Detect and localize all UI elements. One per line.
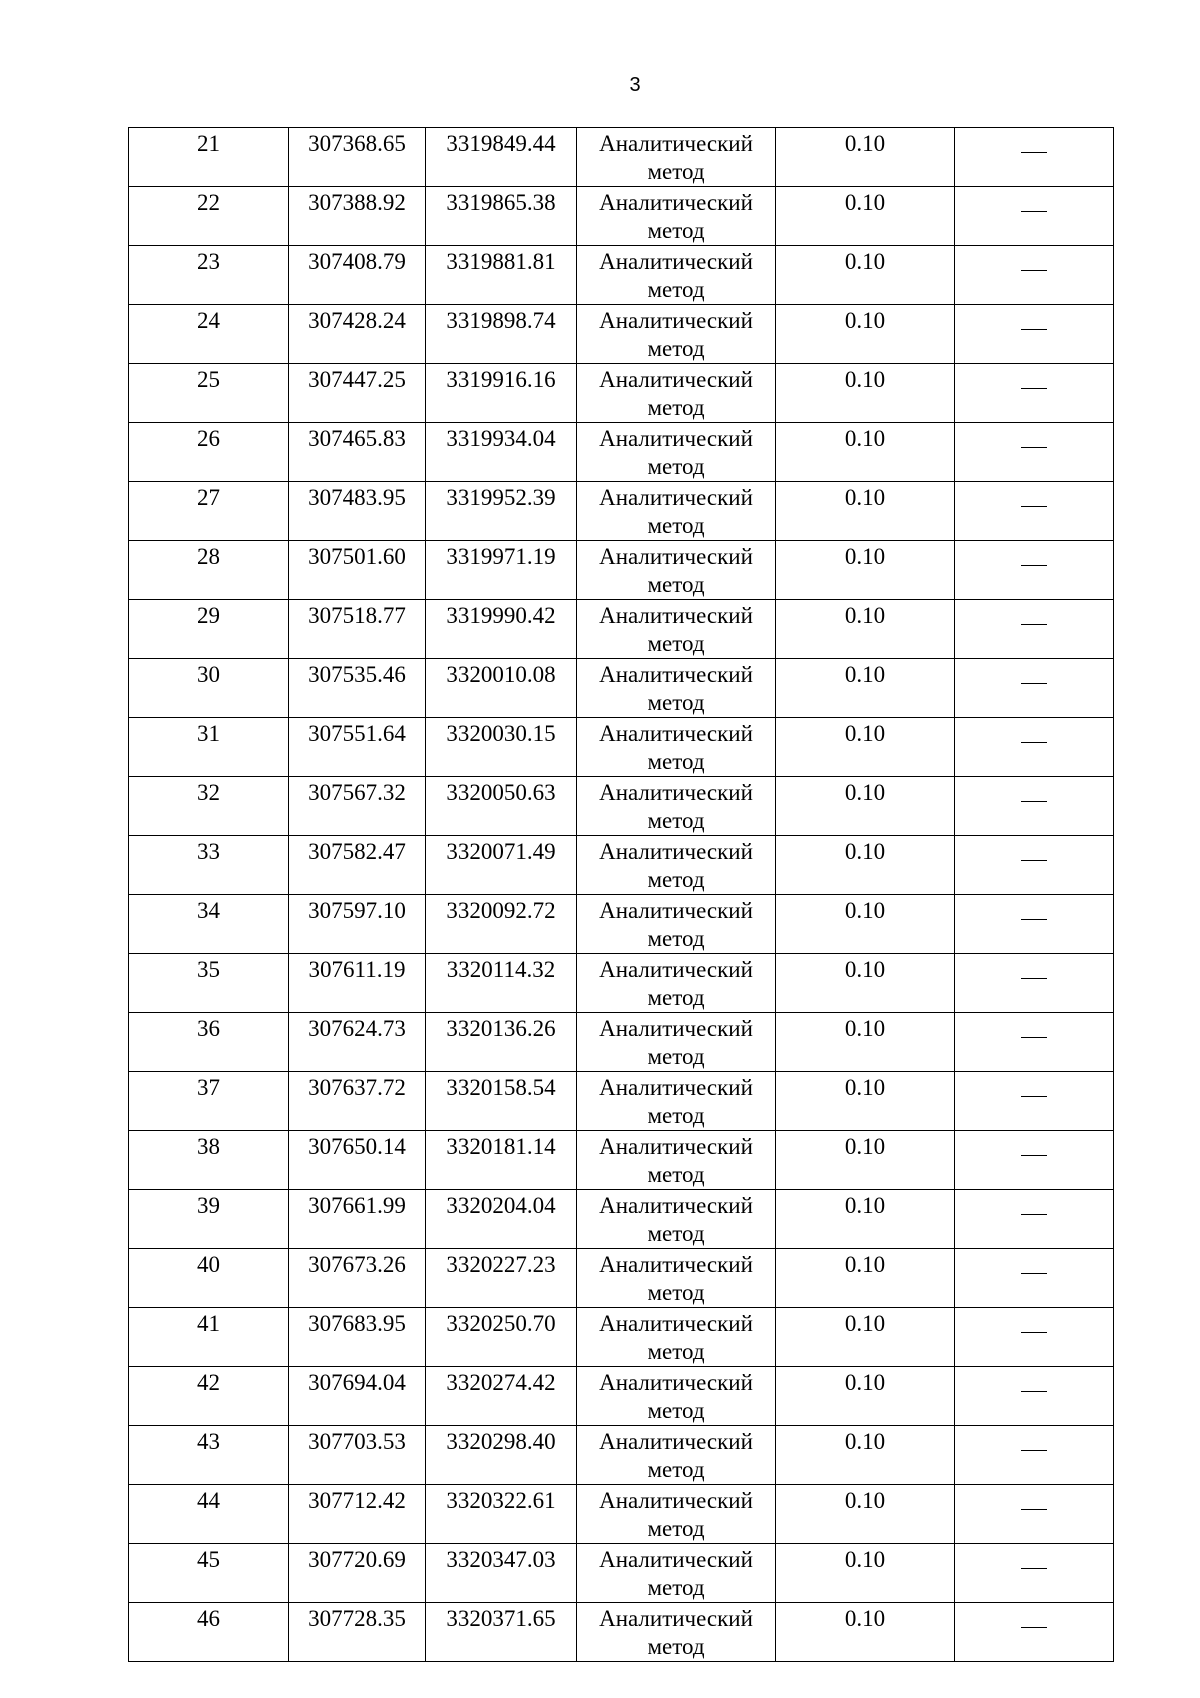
dash-mark [1021, 152, 1047, 153]
accuracy-cell: 0.10 [776, 1603, 955, 1662]
method-cell [577, 1485, 776, 1544]
y-coordinate-cell: 3320227.23 [426, 1249, 577, 1308]
method-label-line2: метод [647, 513, 705, 538]
method-cell [577, 541, 776, 600]
x-coordinate-cell: 307673.26 [289, 1249, 426, 1308]
method-label-line2: метод [647, 572, 705, 597]
method-label-line1: Аналитический [599, 603, 753, 628]
table-row [129, 1308, 1114, 1367]
point-number-cell: 22 [129, 187, 289, 246]
method-label-line2: метод [647, 1634, 705, 1659]
method-label-line2: метод [647, 277, 705, 302]
dash-mark [1021, 1155, 1047, 1156]
table-row [129, 1249, 1114, 1308]
y-coordinate-cell: 3320347.03 [426, 1544, 577, 1603]
point-number-cell: 27 [129, 482, 289, 541]
y-coordinate-cell: 3319898.74 [426, 305, 577, 364]
method-cell [577, 600, 776, 659]
y-coordinate-cell: 3319971.19 [426, 541, 577, 600]
accuracy-cell: 0.10 [776, 1190, 955, 1249]
point-number-cell: 43 [129, 1426, 289, 1485]
method-cell [577, 305, 776, 364]
x-coordinate-cell: 307728.35 [289, 1603, 426, 1662]
accuracy-cell: 0.10 [776, 954, 955, 1013]
point-number-cell: 36 [129, 1013, 289, 1072]
method-label-line1: Аналитический [599, 1134, 753, 1159]
x-coordinate-cell: 307597.10 [289, 895, 426, 954]
method-label-line2: метод [647, 218, 705, 243]
table-row [129, 895, 1114, 954]
empty-value-cell [955, 1013, 1114, 1072]
page-number: 3 [629, 74, 641, 96]
dash-mark [1021, 1037, 1047, 1038]
x-coordinate-cell: 307465.83 [289, 423, 426, 482]
empty-value-cell [955, 1603, 1114, 1662]
point-number-cell: 46 [129, 1603, 289, 1662]
method-cell [577, 954, 776, 1013]
method-cell [577, 718, 776, 777]
point-number-cell: 37 [129, 1072, 289, 1131]
method-label-line1: Аналитический [599, 367, 753, 392]
table-row [129, 128, 1114, 187]
empty-value-cell [955, 600, 1114, 659]
dash-mark [1021, 388, 1047, 389]
table-row [129, 718, 1114, 777]
table-row [129, 364, 1114, 423]
y-coordinate-cell: 3319881.81 [426, 246, 577, 305]
method-label-line2: метод [647, 1575, 705, 1600]
accuracy-cell: 0.10 [776, 1013, 955, 1072]
method-label-line1: Аналитический [599, 426, 753, 451]
table-row [129, 1485, 1114, 1544]
dash-mark [1021, 742, 1047, 743]
table-row [129, 1544, 1114, 1603]
empty-value-cell [955, 187, 1114, 246]
method-label-line2: метод [647, 1516, 705, 1541]
table-body [129, 128, 1114, 1662]
dash-mark [1021, 506, 1047, 507]
method-label-line2: метод [647, 454, 705, 479]
dash-mark [1021, 801, 1047, 802]
dash-mark [1021, 624, 1047, 625]
table-row [129, 305, 1114, 364]
y-coordinate-cell: 3320298.40 [426, 1426, 577, 1485]
method-label-line1: Аналитический [599, 1193, 753, 1218]
table-row [129, 541, 1114, 600]
method-label-line2: метод [647, 159, 705, 184]
point-number-cell: 21 [129, 128, 289, 187]
x-coordinate-cell: 307428.24 [289, 305, 426, 364]
point-number-cell: 42 [129, 1367, 289, 1426]
x-coordinate-cell: 307483.95 [289, 482, 426, 541]
x-coordinate-cell: 307501.60 [289, 541, 426, 600]
table-row [129, 187, 1114, 246]
empty-value-cell [955, 1072, 1114, 1131]
table-row [129, 1426, 1114, 1485]
method-label-line2: метод [647, 395, 705, 420]
method-label-line2: метод [647, 1221, 705, 1246]
method-label-line2: метод [647, 1044, 705, 1069]
y-coordinate-cell: 3319990.42 [426, 600, 577, 659]
y-coordinate-cell: 3320030.15 [426, 718, 577, 777]
dash-mark [1021, 860, 1047, 861]
point-number-cell: 24 [129, 305, 289, 364]
table-row [129, 836, 1114, 895]
table-row [129, 1013, 1114, 1072]
empty-value-cell [955, 659, 1114, 718]
dash-mark [1021, 919, 1047, 920]
point-number-cell: 39 [129, 1190, 289, 1249]
method-label-line2: метод [647, 1457, 705, 1482]
y-coordinate-cell: 3319916.16 [426, 364, 577, 423]
y-coordinate-cell: 3320371.65 [426, 1603, 577, 1662]
accuracy-cell: 0.10 [776, 777, 955, 836]
y-coordinate-cell: 3320136.26 [426, 1013, 577, 1072]
table-row [129, 600, 1114, 659]
empty-value-cell [955, 895, 1114, 954]
point-number-cell: 35 [129, 954, 289, 1013]
x-coordinate-cell: 307408.79 [289, 246, 426, 305]
point-number-cell: 28 [129, 541, 289, 600]
point-number-cell: 34 [129, 895, 289, 954]
dash-mark [1021, 270, 1047, 271]
method-cell [577, 246, 776, 305]
y-coordinate-cell: 3319952.39 [426, 482, 577, 541]
point-number-cell: 32 [129, 777, 289, 836]
method-cell [577, 1190, 776, 1249]
x-coordinate-cell: 307551.64 [289, 718, 426, 777]
method-label-line1: Аналитический [599, 1311, 753, 1336]
x-coordinate-cell: 307388.92 [289, 187, 426, 246]
dash-mark [1021, 211, 1047, 212]
method-label-line1: Аналитический [599, 131, 753, 156]
y-coordinate-cell: 3320050.63 [426, 777, 577, 836]
empty-value-cell [955, 482, 1114, 541]
y-coordinate-cell: 3320322.61 [426, 1485, 577, 1544]
coordinates-table [128, 127, 1114, 1662]
x-coordinate-cell: 307582.47 [289, 836, 426, 895]
method-label-line1: Аналитический [599, 957, 753, 982]
method-cell [577, 895, 776, 954]
table-row [129, 1131, 1114, 1190]
method-cell [577, 1426, 776, 1485]
x-coordinate-cell: 307650.14 [289, 1131, 426, 1190]
accuracy-cell: 0.10 [776, 836, 955, 895]
method-label-line2: метод [647, 926, 705, 951]
method-cell [577, 1249, 776, 1308]
accuracy-cell: 0.10 [776, 1367, 955, 1426]
empty-value-cell [955, 1190, 1114, 1249]
accuracy-cell: 0.10 [776, 541, 955, 600]
empty-value-cell [955, 541, 1114, 600]
x-coordinate-cell: 307567.32 [289, 777, 426, 836]
y-coordinate-cell: 3319934.04 [426, 423, 577, 482]
empty-value-cell [955, 1485, 1114, 1544]
x-coordinate-cell: 307637.72 [289, 1072, 426, 1131]
x-coordinate-cell: 307712.42 [289, 1485, 426, 1544]
y-coordinate-cell: 3320181.14 [426, 1131, 577, 1190]
empty-value-cell [955, 836, 1114, 895]
point-number-cell: 26 [129, 423, 289, 482]
accuracy-cell: 0.10 [776, 659, 955, 718]
y-coordinate-cell: 3319849.44 [426, 128, 577, 187]
empty-value-cell [955, 246, 1114, 305]
accuracy-cell: 0.10 [776, 246, 955, 305]
accuracy-cell: 0.10 [776, 305, 955, 364]
accuracy-cell: 0.10 [776, 718, 955, 777]
point-number-cell: 45 [129, 1544, 289, 1603]
y-coordinate-cell: 3319865.38 [426, 187, 577, 246]
empty-value-cell [955, 1426, 1114, 1485]
x-coordinate-cell: 307661.99 [289, 1190, 426, 1249]
dash-mark [1021, 1391, 1047, 1392]
method-cell [577, 128, 776, 187]
dash-mark [1021, 329, 1047, 330]
table-row [129, 246, 1114, 305]
table-row [129, 777, 1114, 836]
dash-mark [1021, 1509, 1047, 1510]
method-label-line2: метод [647, 749, 705, 774]
accuracy-cell: 0.10 [776, 1544, 955, 1603]
x-coordinate-cell: 307518.77 [289, 600, 426, 659]
point-number-cell: 30 [129, 659, 289, 718]
table-row [129, 659, 1114, 718]
accuracy-cell: 0.10 [776, 1426, 955, 1485]
y-coordinate-cell: 3320010.08 [426, 659, 577, 718]
table-row [129, 1190, 1114, 1249]
accuracy-cell: 0.10 [776, 423, 955, 482]
y-coordinate-cell: 3320274.42 [426, 1367, 577, 1426]
method-label-line2: метод [647, 867, 705, 892]
method-label-line1: Аналитический [599, 308, 753, 333]
dash-mark [1021, 1096, 1047, 1097]
method-label-line1: Аналитический [599, 190, 753, 215]
empty-value-cell [955, 1131, 1114, 1190]
empty-value-cell [955, 718, 1114, 777]
method-label-line1: Аналитический [599, 1075, 753, 1100]
y-coordinate-cell: 3320092.72 [426, 895, 577, 954]
method-label-line2: метод [647, 985, 705, 1010]
x-coordinate-cell: 307703.53 [289, 1426, 426, 1485]
empty-value-cell [955, 954, 1114, 1013]
method-label-line2: метод [647, 1398, 705, 1423]
dash-mark [1021, 1627, 1047, 1628]
method-label-line2: метод [647, 1339, 705, 1364]
method-label-line1: Аналитический [599, 780, 753, 805]
empty-value-cell [955, 1367, 1114, 1426]
x-coordinate-cell: 307611.19 [289, 954, 426, 1013]
method-label-line1: Аналитический [599, 898, 753, 923]
accuracy-cell: 0.10 [776, 128, 955, 187]
table-row [129, 423, 1114, 482]
point-number-cell: 40 [129, 1249, 289, 1308]
method-label-line2: метод [647, 690, 705, 715]
method-label-line2: метод [647, 336, 705, 361]
method-cell [577, 659, 776, 718]
point-number-cell: 41 [129, 1308, 289, 1367]
empty-value-cell [955, 423, 1114, 482]
dash-mark [1021, 1273, 1047, 1274]
point-number-cell: 31 [129, 718, 289, 777]
method-cell [577, 1544, 776, 1603]
method-label-line1: Аналитический [599, 839, 753, 864]
accuracy-cell: 0.10 [776, 895, 955, 954]
method-label-line1: Аналитический [599, 1547, 753, 1572]
method-label-line2: метод [647, 1103, 705, 1128]
dash-mark [1021, 1450, 1047, 1451]
empty-value-cell [955, 128, 1114, 187]
method-label-line1: Аналитический [599, 1252, 753, 1277]
dash-mark [1021, 447, 1047, 448]
empty-value-cell [955, 364, 1114, 423]
method-cell [577, 1603, 776, 1662]
accuracy-cell: 0.10 [776, 1308, 955, 1367]
accuracy-cell: 0.10 [776, 187, 955, 246]
y-coordinate-cell: 3320204.04 [426, 1190, 577, 1249]
dash-mark [1021, 1568, 1047, 1569]
method-label-line1: Аналитический [599, 1429, 753, 1454]
x-coordinate-cell: 307447.25 [289, 364, 426, 423]
dash-mark [1021, 683, 1047, 684]
dash-mark [1021, 978, 1047, 979]
method-label-line1: Аналитический [599, 1370, 753, 1395]
method-cell [577, 1131, 776, 1190]
method-label-line1: Аналитический [599, 1016, 753, 1041]
method-cell [577, 777, 776, 836]
method-label-line2: метод [647, 1280, 705, 1305]
point-number-cell: 29 [129, 600, 289, 659]
table-row [129, 482, 1114, 541]
accuracy-cell: 0.10 [776, 1131, 955, 1190]
method-cell [577, 364, 776, 423]
accuracy-cell: 0.10 [776, 1249, 955, 1308]
x-coordinate-cell: 307694.04 [289, 1367, 426, 1426]
method-label-line2: метод [647, 1162, 705, 1187]
accuracy-cell: 0.10 [776, 482, 955, 541]
method-label-line2: метод [647, 631, 705, 656]
y-coordinate-cell: 3320071.49 [426, 836, 577, 895]
x-coordinate-cell: 307535.46 [289, 659, 426, 718]
table-row [129, 1367, 1114, 1426]
accuracy-cell: 0.10 [776, 1072, 955, 1131]
point-number-cell: 23 [129, 246, 289, 305]
accuracy-cell: 0.10 [776, 1485, 955, 1544]
method-cell [577, 187, 776, 246]
dash-mark [1021, 1214, 1047, 1215]
table-row [129, 1072, 1114, 1131]
empty-value-cell [955, 1308, 1114, 1367]
method-label-line2: метод [647, 808, 705, 833]
point-number-cell: 44 [129, 1485, 289, 1544]
method-label-line1: Аналитический [599, 544, 753, 569]
method-label-line1: Аналитический [599, 1606, 753, 1631]
y-coordinate-cell: 3320250.70 [426, 1308, 577, 1367]
x-coordinate-cell: 307368.65 [289, 128, 426, 187]
accuracy-cell: 0.10 [776, 364, 955, 423]
method-cell [577, 836, 776, 895]
table-row [129, 954, 1114, 1013]
method-cell [577, 482, 776, 541]
method-label-line1: Аналитический [599, 249, 753, 274]
accuracy-cell: 0.10 [776, 600, 955, 659]
method-cell [577, 1072, 776, 1131]
empty-value-cell [955, 777, 1114, 836]
x-coordinate-cell: 307683.95 [289, 1308, 426, 1367]
x-coordinate-cell: 307720.69 [289, 1544, 426, 1603]
method-cell [577, 1308, 776, 1367]
y-coordinate-cell: 3320114.32 [426, 954, 577, 1013]
dash-mark [1021, 565, 1047, 566]
table-row [129, 1603, 1114, 1662]
method-label-line1: Аналитический [599, 1488, 753, 1513]
dash-mark [1021, 1332, 1047, 1333]
method-cell [577, 1013, 776, 1072]
x-coordinate-cell: 307624.73 [289, 1013, 426, 1072]
method-cell [577, 423, 776, 482]
empty-value-cell [955, 305, 1114, 364]
method-label-line1: Аналитический [599, 485, 753, 510]
method-cell [577, 1367, 776, 1426]
empty-value-cell [955, 1249, 1114, 1308]
point-number-cell: 33 [129, 836, 289, 895]
y-coordinate-cell: 3320158.54 [426, 1072, 577, 1131]
point-number-cell: 38 [129, 1131, 289, 1190]
empty-value-cell [955, 1544, 1114, 1603]
method-label-line1: Аналитический [599, 721, 753, 746]
point-number-cell: 25 [129, 364, 289, 423]
method-label-line1: Аналитический [599, 662, 753, 687]
